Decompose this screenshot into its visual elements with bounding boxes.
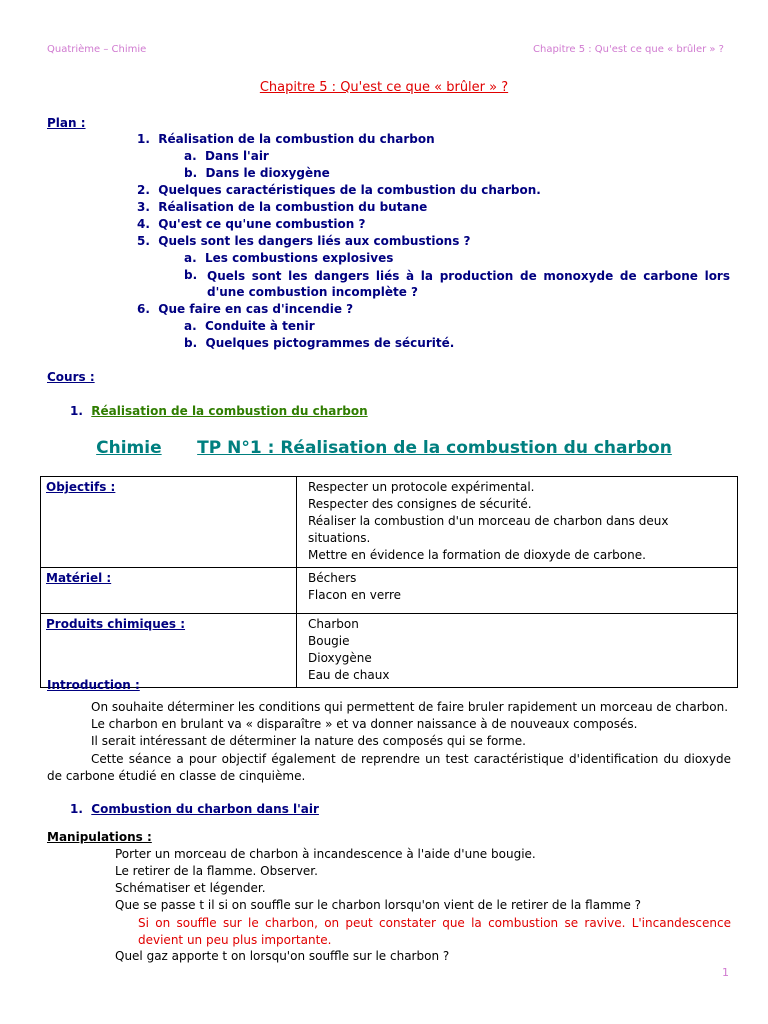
table-row-values: Respecter un protocole expérimental. Respecter des consignes de sécurité. Réaliser la combustion d'un morceau de charbon dans deux situations. Mettre en évidence la formation de dioxyde de carbone.: [297, 477, 738, 568]
manipulation-step: Le retirer de la flamme. Observer.: [115, 864, 318, 878]
table-row: [41, 568, 738, 614]
intro-paragraph: Le charbon en brulant va « disparaître » et va donner naissance à de nouveaux composés.: [91, 717, 638, 731]
table-row: [41, 477, 738, 568]
section-heading: 1. Réalisation de la combustion du charbon: [70, 404, 368, 418]
section-heading: 1. Combustion du charbon dans l'air: [70, 802, 319, 816]
plan-item: 5. Quels sont les dangers liés aux combustions ?: [137, 234, 471, 248]
intro-paragraph: Cette séance a pour objectif également de reprendre un test caractéristique d'identification du dioxyde de carbone étudié en classe de cinquième.: [47, 752, 731, 783]
plan-item: b. Quelques pictogrammes de sécurité.: [184, 336, 455, 350]
table-row-label: Produits chimiques :: [41, 614, 297, 688]
manipulation-question: Que se passe t il si on souffle sur le charbon lorsqu'on vient de le retirer de la flamme ?: [115, 898, 642, 912]
running-header-left: Quatrième – Chimie: [47, 44, 147, 55]
manipulation-step: Schématiser et légender.: [115, 881, 266, 895]
plan-item: 4. Qu'est ce qu'une combustion ?: [137, 217, 366, 231]
intro-paragraph: Il serait intéressant de déterminer la nature des composés qui se forme.: [91, 734, 526, 748]
plan-item: 3. Réalisation de la combustion du butane: [137, 200, 428, 214]
table-row: [41, 614, 738, 688]
table-row-label: Matériel :: [41, 568, 297, 614]
manipulation-answer: Si on souffle sur le charbon, on peut constater que la combustion se ravive. L'incandescence devient un peu plus importante.: [138, 916, 731, 947]
plan-item: 6. Que faire en cas d'incendie ?: [137, 302, 354, 316]
table-row-label: Objectifs :: [41, 477, 297, 568]
tp-table: [40, 476, 738, 688]
page-number: 1: [722, 966, 729, 979]
tp-title: Chimie TP N°1 : Réalisation de la combustion du charbon: [96, 438, 672, 458]
plan-item: Quels sont les dangers liés à la production de monoxyde de carbone lors d'une combustion incomplète ?: [207, 269, 730, 299]
plan-item: a. Les combustions explosives: [184, 251, 394, 265]
manipulation-question: Quel gaz apporte t on lorsqu'on souffle sur le charbon ?: [115, 949, 450, 963]
plan-item: a. Dans l'air: [184, 149, 269, 163]
running-header-right: Chapitre 5 : Qu'est ce que « brûler » ?: [533, 44, 724, 55]
intro-paragraph: On souhaite déterminer les conditions qui permettent de faire bruler rapidement un morceau de charbon.: [91, 700, 729, 714]
plan-label: Plan :: [47, 116, 86, 130]
table-row-values: Béchers Flacon en verre: [297, 568, 738, 614]
plan-item: b. Dans le dioxygène: [184, 166, 330, 180]
plan-item: 2. Quelques caractéristiques de la combustion du charbon.: [137, 183, 541, 197]
manipulation-step: Porter un morceau de charbon à incandescence à l'aide d'une bougie.: [115, 847, 536, 861]
table-row-values: Charbon Bougie Dioxygène Eau de chaux: [297, 614, 738, 688]
plan-item-num: b.: [184, 268, 198, 282]
plan-item: a. Conduite à tenir: [184, 319, 315, 333]
introduction-label: Introduction :: [47, 678, 140, 692]
manipulations-label: Manipulations :: [47, 830, 152, 844]
plan-item: 1. Réalisation de la combustion du charbon: [137, 132, 435, 146]
chapter-title: Chapitre 5 : Qu'est ce que « brûler » ?: [259, 80, 509, 95]
cours-label: Cours :: [47, 370, 95, 384]
